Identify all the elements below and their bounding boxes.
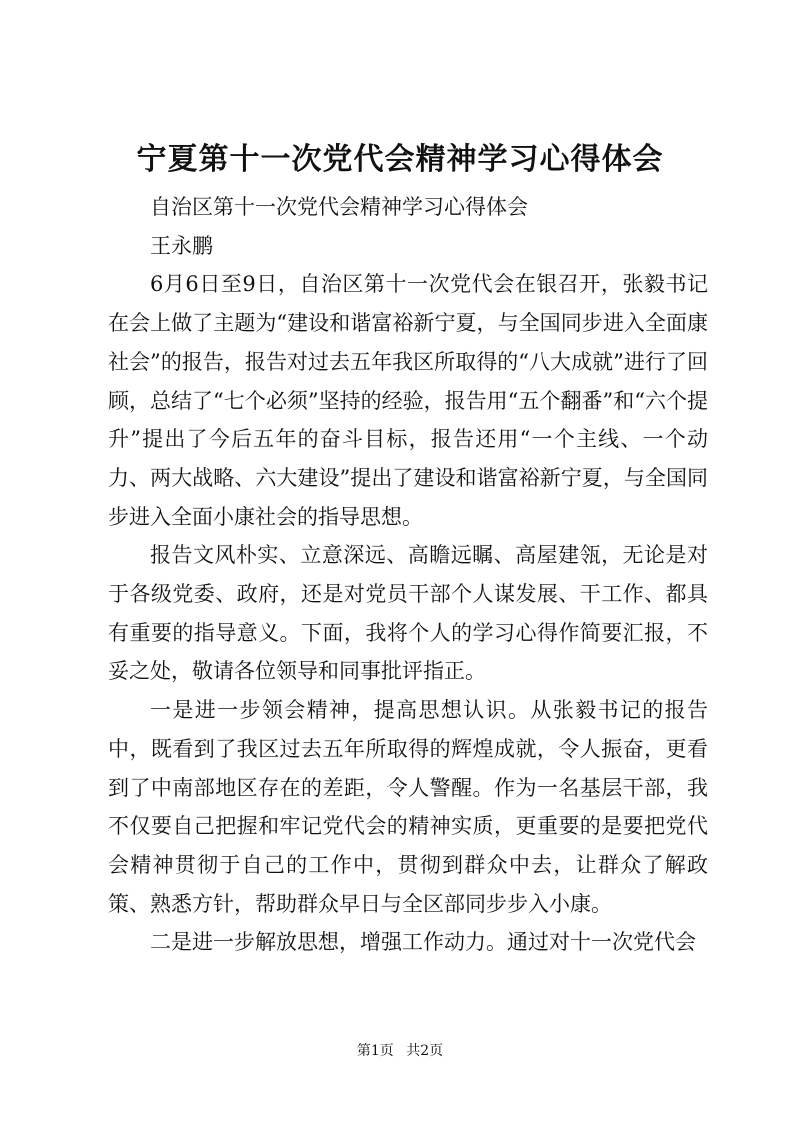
document-title: 宁夏第十一次党代会精神学习心得体会: [136, 142, 664, 177]
document-subtitle: 自治区第十一次党代会精神学习心得体会: [150, 195, 528, 219]
document-author: 王永鹏: [150, 233, 213, 258]
page-number: 第1页: [356, 1043, 394, 1059]
page-total: 共2页: [406, 1043, 444, 1059]
paragraph: 报告文风朴实、立意深远、高瞻远瞩、高屋建瓴，无论是对于各级党委、政府，还是对党员干部个人谋发展、干工作、都具有重要的指导意义。下面，我将个人的学习心得作简要汇报，不妥之处，敬请各位领导和同事批评指正。: [108, 543, 708, 684]
document-body: [108, 188, 708, 962]
paragraph: 6月6日至9日，自治区第十一次党代会在银召开，张毅书记在会上做了主题为“建设和谐富裕新宁夏，与全国同步进入全面康社会”的报告，报告对过去五年我区所取得的“八大成就”进行了回顾，总结了“七个必须”坚持的经验，报告用“五个翻番”和“六个提升”提出了今后五年的奋斗目标，报告还用“一个主线、一个动力、两大战略、六大建设”提出了建设和谐富裕新宁夏，与全国同步进入全面小康社会的指导思想。: [108, 272, 708, 529]
paragraph: 二是进一步解放思想，增强工作动力。通过对十一次党代会: [150, 930, 696, 955]
page-footer: [0, 1041, 800, 1061]
paragraph: 一是进一步领会精神，提高思想认识。从张毅书记的报告中，既看到了我区过去五年所取得的辉煌成就，令人振奋，更看到了中南部地区存在的差距，令人警醒。作为一名基层干部，我不仅要自己把握和牢记党代会的精神实质，更重要的是要把党代会精神贯彻于自己的工作中，贯彻到群众中去，让群众了解政策、熟悉方针，帮助群众早日与全区部同步步入小康。: [108, 698, 708, 916]
